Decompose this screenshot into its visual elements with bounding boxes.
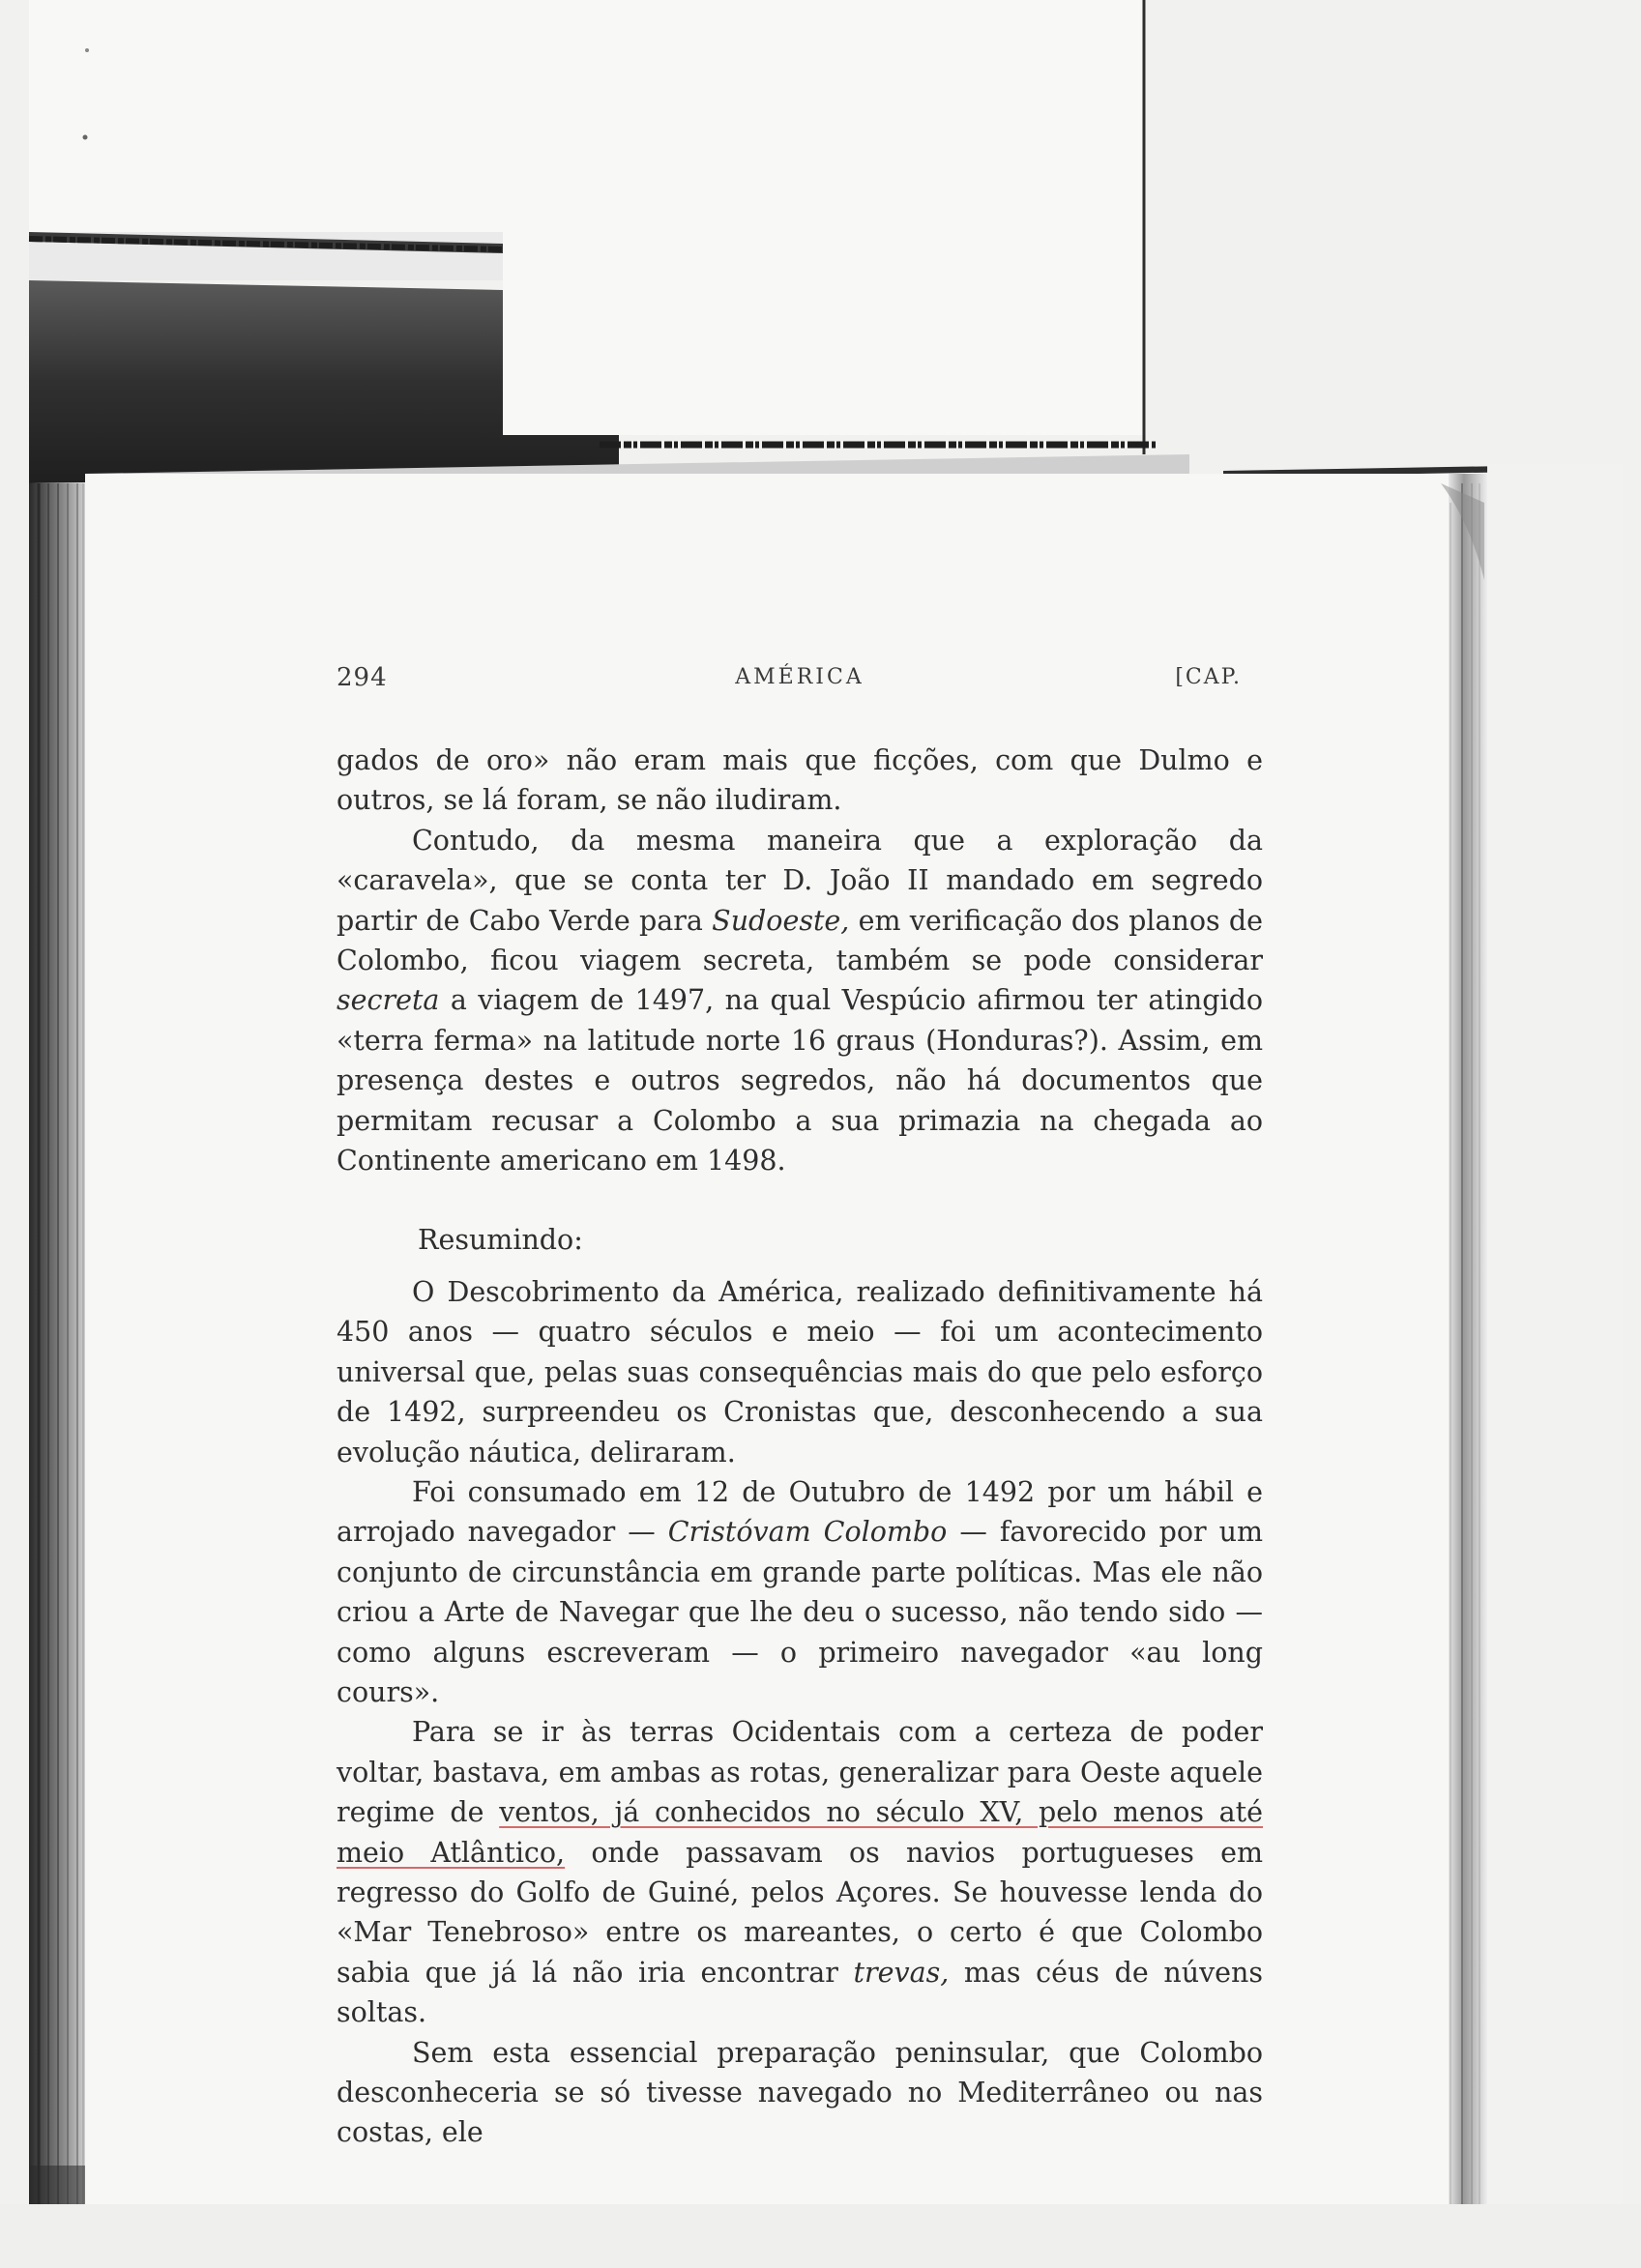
emphasis-secreta: secreta	[337, 984, 440, 1017]
left-page-edges	[29, 483, 85, 2206]
underlined-passage: ventos, já conhecidos no século XV, pelo menos até meio Atlântico,	[337, 1796, 1263, 1869]
right-page-edges	[1441, 464, 1623, 2204]
paragraph-5: Para se ir às terras Ocidentais com a certeza de poder voltar, bastava, em ambas as rotas, generalizar para Oeste aquele regime de ventos, já conhecidos no século XV, pelo menos até meio Atlântico, onde passavam os navios portugueses em regresso do Golfo de Guiné, pelos Açores. Se houvesse lenda do «Mar Tenebroso» entre os mareantes, o certo é que Colombo sabia que já lá não iria encontrar trevas, mas céus de núvens soltas.	[337, 1716, 1264, 2029]
page-number: 294	[337, 663, 388, 692]
paragraph-3: O Descobrimento da América, realizado definitivamente há 450 anos — quatro séculos e meio — foi um acontecimento universal que, pelas suas consequências mais do que pelo esforço de 1492, surpreendeu os Cronistas que, desconhecendo a sua evolução náutica, deliraram.	[337, 1275, 1263, 1468]
chapter-reference: [CAP.	[1175, 665, 1242, 689]
emphasis-colombo: Cristóvam Colombo	[667, 1516, 948, 1549]
section-heading: Resumindo:	[418, 1224, 583, 1257]
paragraph-1: gados de oro» não eram mais que ficções, com que Dulmo e outros, se lá foram, se não iludiram.	[337, 744, 1263, 817]
paragraph-2: Contudo, da mesma maneira que a exploração da «caravela», que se conta ter D. João II mandado em segredo partir de Cabo Verde para Sudoeste, em verificação dos planos de Colombo, ficou viagem secreta, também se pode considerar secreta a viagem de 1497, na qual Vespúcio afirmou ter atingido «terra ferma» na latitude norte 16 graus (Honduras?). Assim, em presença destes e outros segredos, não há documentos que permitam recusar a Colombo a sua primazia na chegada ao Continente americano em 1498.	[337, 824, 1264, 1178]
running-title: AMÉRICA	[735, 665, 864, 689]
paragraph-4: Foi consumado em 12 de Outubro de 1492 por um hábil e arrojado navegador — Cristóvam Colombo — favorecido por um conjunto de circunstância em grande parte políticas. Mas ele não criou a Arte de Navegar que lhe deu o sucesso, não tendo sido — como alguns escreveram — o primeiro navegador «au long cours».	[337, 1475, 1264, 1708]
body-text	[337, 741, 1263, 2153]
paragraph-6: Sem esta essencial preparação peninsular, que Colombo desconheceria se só tivesse navegado no Mediterrâneo ou nas costas, ele	[337, 2036, 1263, 2149]
running-header	[337, 655, 1263, 694]
emphasis-trevas: trevas,	[853, 1956, 950, 1989]
emphasis-sudoeste: Sudoeste,	[712, 904, 850, 937]
